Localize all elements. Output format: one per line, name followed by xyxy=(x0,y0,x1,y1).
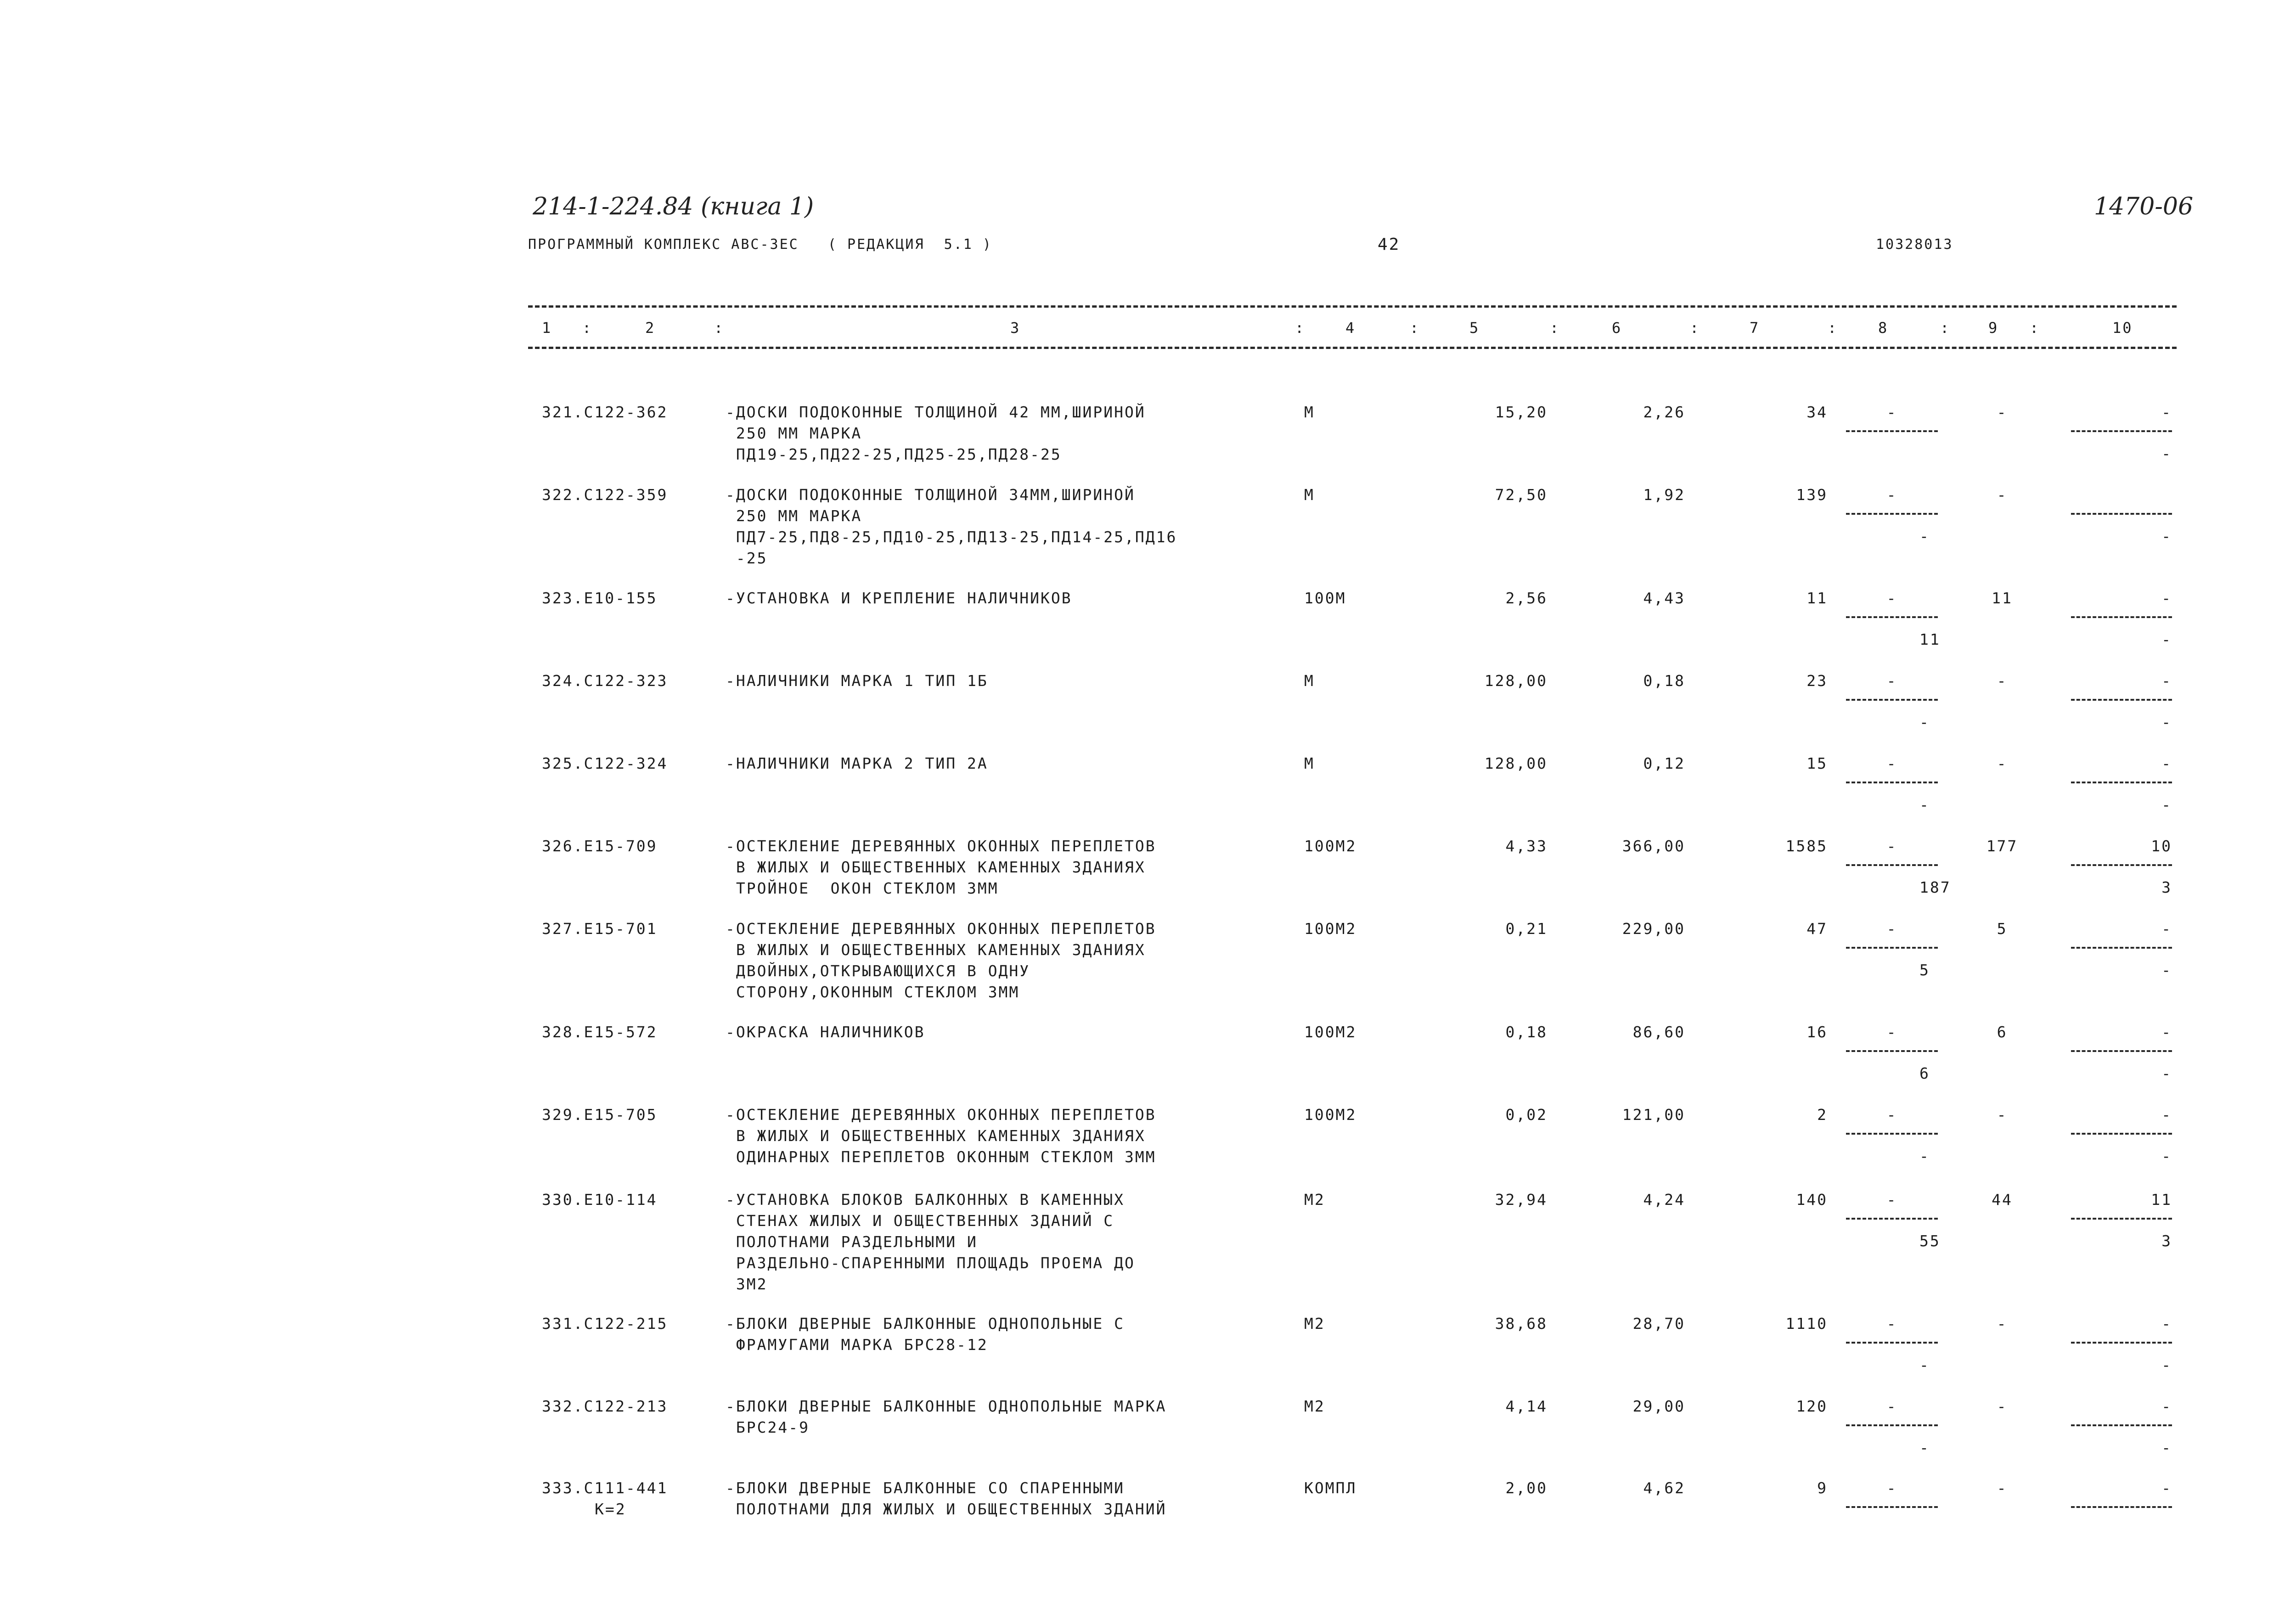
row-col10-bottom: - xyxy=(2161,1147,2172,1165)
fraction-line xyxy=(2071,699,2172,701)
row-unit-price: 4,24 xyxy=(1643,1191,1685,1209)
row-col8-bottom: - xyxy=(1919,1356,1930,1374)
row-description: -НАЛИЧНИКИ МАРКА 2 ТИП 2А xyxy=(726,754,988,772)
column-separator: : xyxy=(1690,319,1700,337)
row-col8-bottom: 5 xyxy=(1919,961,1930,979)
fraction-line xyxy=(1846,1050,1938,1052)
row-col9: 44 xyxy=(1992,1191,2013,1209)
row-code: 324.С122-323 xyxy=(542,672,668,690)
row-col10-bottom: - xyxy=(2161,527,2172,545)
row-col8-top: - xyxy=(1886,920,1897,938)
row-quantity: 2,56 xyxy=(1505,589,1548,607)
column-separator: : xyxy=(714,319,725,337)
row-col9: 11 xyxy=(1992,589,2013,607)
row-col10-top: - xyxy=(2161,1397,2172,1415)
fraction-line xyxy=(1846,1342,1938,1344)
row-quantity: 72,50 xyxy=(1495,486,1548,504)
row-col8-bottom: 11 xyxy=(1919,630,1941,648)
row-col10-top: 10 xyxy=(2151,837,2172,855)
row-unit: М2 xyxy=(1304,1315,1325,1333)
row-col8-bottom: 6 xyxy=(1919,1064,1930,1082)
row-col8-top: - xyxy=(1886,1023,1897,1041)
row-col10-bottom: - xyxy=(2161,961,2172,979)
row-description: -ОКРАСКА НАЛИЧНИКОВ xyxy=(726,1023,925,1041)
column-separator: : xyxy=(1940,319,1951,337)
row-col9: - xyxy=(1997,754,2008,772)
row-col9: - xyxy=(1997,1479,2008,1497)
table-top-rule xyxy=(528,305,2177,308)
fraction-line xyxy=(1846,947,1938,949)
row-total: 15 xyxy=(1806,754,1828,772)
row-unit: М xyxy=(1304,486,1315,504)
fraction-line xyxy=(1846,864,1938,866)
fraction-line xyxy=(1846,616,1938,618)
column-number-1: 1 xyxy=(542,319,552,337)
row-col9: - xyxy=(1997,672,2008,690)
row-code: 329.Е15-705 xyxy=(542,1106,658,1124)
row-total: 47 xyxy=(1806,920,1828,938)
table-header-rule xyxy=(528,347,2177,349)
row-col8-top: - xyxy=(1886,672,1897,690)
row-col8-top: - xyxy=(1886,486,1897,504)
row-col10-top: - xyxy=(2161,589,2172,607)
row-col8-bottom: - xyxy=(1919,1439,1930,1457)
row-col8-top: - xyxy=(1886,837,1897,855)
row-col10-top: - xyxy=(2161,672,2172,690)
row-unit-price: 86,60 xyxy=(1632,1023,1685,1041)
row-total: 2 xyxy=(1817,1106,1828,1124)
row-col10-bottom: - xyxy=(2161,1064,2172,1082)
row-code: 327.Е15-701 xyxy=(542,920,658,938)
row-unit-price: 366,00 xyxy=(1622,837,1685,855)
row-col10-bottom: 3 xyxy=(2161,878,2172,896)
row-col10-bottom: - xyxy=(2161,1356,2172,1374)
row-col10-top: - xyxy=(2161,1479,2172,1497)
column-number-5: 5 xyxy=(1469,319,1480,337)
row-total: 11 xyxy=(1806,589,1828,607)
column-separator: : xyxy=(582,319,593,337)
row-unit-price: 121,00 xyxy=(1622,1106,1685,1124)
row-col10-bottom: - xyxy=(2161,713,2172,731)
row-unit: 100М xyxy=(1304,589,1346,607)
row-code: 331.С122-215 xyxy=(542,1315,668,1333)
fraction-line xyxy=(1846,699,1938,701)
row-col10-top: - xyxy=(2161,920,2172,938)
row-code: 332.С122-213 xyxy=(542,1397,668,1415)
row-unit: 100М2 xyxy=(1304,1106,1357,1124)
fraction-line xyxy=(1846,430,1938,432)
row-col10-bottom: - xyxy=(2161,630,2172,648)
column-separator: : xyxy=(1410,319,1420,337)
fraction-line xyxy=(2071,782,2172,783)
row-col10-bottom: - xyxy=(2161,444,2172,462)
row-description: -ОСТЕКЛЕНИЕ ДЕРЕВЯННЫХ ОКОННЫХ ПЕРЕПЛЕТОВ В ЖИЛЫХ И ОБЩЕСТВЕННЫХ КАМЕННЫХ ЗДАНИЯХ ОДИНАРНЫХ ПЕРЕПЛЕТОВ ОКОННЫМ СТЕКЛОМ 3ММ xyxy=(726,1106,1156,1166)
row-code: 330.Е10-114 xyxy=(542,1191,658,1209)
row-code: 321.С122-362 xyxy=(542,403,668,421)
column-separator: : xyxy=(1295,319,1306,337)
row-col10-top: - xyxy=(2161,1106,2172,1124)
row-unit: М2 xyxy=(1304,1191,1325,1209)
document-number: 1470-06 xyxy=(2094,193,2194,220)
row-code: 333.С111-441 xyxy=(542,1479,668,1497)
row-quantity: 15,20 xyxy=(1495,403,1548,421)
row-col9: 5 xyxy=(1997,920,2008,938)
fraction-line xyxy=(1846,782,1938,783)
row-unit-price: 2,26 xyxy=(1643,403,1685,421)
fraction-line xyxy=(1846,1218,1938,1220)
row-col9: 6 xyxy=(1997,1023,2008,1041)
row-col9: - xyxy=(1997,1106,2008,1124)
row-total: 140 xyxy=(1796,1191,1828,1209)
row-quantity: 0,02 xyxy=(1505,1106,1548,1124)
row-quantity: 4,14 xyxy=(1505,1397,1548,1415)
row-unit-price: 0,12 xyxy=(1643,754,1685,772)
row-quantity: 38,68 xyxy=(1495,1315,1548,1333)
row-description: -БЛОКИ ДВЕРНЫЕ БАЛКОННЫЕ ОДНОПОЛЬНЫЕ С ФРАМУГАМИ МАРКА БРС28-12 xyxy=(726,1315,1125,1354)
fraction-line xyxy=(1846,1424,1938,1426)
row-col8-top: - xyxy=(1886,754,1897,772)
column-separator: : xyxy=(1550,319,1560,337)
page-number: 42 xyxy=(1378,235,1401,254)
row-quantity: 4,33 xyxy=(1505,837,1548,855)
row-col10-top: - xyxy=(2161,403,2172,421)
fraction-line xyxy=(2071,864,2172,866)
row-quantity: 2,00 xyxy=(1505,1479,1548,1497)
row-col8-top: - xyxy=(1886,1479,1897,1497)
row-description: -УСТАНОВКА БЛОКОВ БАЛКОННЫХ В КАМЕННЫХ СТЕНАХ ЖИЛЫХ И ОБЩЕСТВЕННЫХ ЗДАНИЙ С ПОЛОТНАМИ РАЗДЕЛЬНЫМИ И РАЗДЕЛЬНО-СПАРЕННЫМИ ПЛОЩАДЬ ПРОЕМА ДО 3М2 xyxy=(726,1191,1135,1293)
row-description: -ОСТЕКЛЕНИЕ ДЕРЕВЯННЫХ ОКОННЫХ ПЕРЕПЛЕТОВ В ЖИЛЫХ И ОБЩЕСТВЕННЫХ КАМЕННЫХ ЗДАНИЯХ ТРОЙНОЕ ОКОН СТЕКЛОМ 3ММ xyxy=(726,837,1156,897)
row-col9: - xyxy=(1997,1315,2008,1333)
row-col9: - xyxy=(1997,486,2008,504)
row-unit-price: 29,00 xyxy=(1632,1397,1685,1415)
row-unit-price: 4,43 xyxy=(1643,589,1685,607)
row-unit: 100М2 xyxy=(1304,1023,1357,1041)
row-quantity: 0,18 xyxy=(1505,1023,1548,1041)
row-col8-bottom: - xyxy=(1919,796,1930,814)
row-quantity: 128,00 xyxy=(1484,754,1548,772)
row-col8-top: - xyxy=(1886,589,1897,607)
row-col8-top: - xyxy=(1886,1397,1897,1415)
column-number-3: 3 xyxy=(1010,319,1021,337)
row-unit-price: 4,62 xyxy=(1643,1479,1685,1497)
row-unit: М xyxy=(1304,403,1315,421)
row-unit: М2 xyxy=(1304,1397,1325,1415)
row-description: -ДОСКИ ПОДОКОННЫЕ ТОЛЩИНОЙ 42 ММ,ШИРИНОЙ 250 ММ МАРКА ПД19-25,ПД22-25,ПД25-25,ПД28-25 xyxy=(726,403,1146,463)
row-col8-top: - xyxy=(1886,1191,1897,1209)
row-unit: М xyxy=(1304,754,1315,772)
row-description: -ОСТЕКЛЕНИЕ ДЕРЕВЯННЫХ ОКОННЫХ ПЕРЕПЛЕТОВ В ЖИЛЫХ И ОБЩЕСТВЕННЫХ КАМЕННЫХ ЗДАНИЯХ ДВОЙНЫХ,ОТКРЫВАЮЩИХСЯ В ОДНУ СТОРОНУ,ОКОННЫМ СТЕКЛОМ 3ММ xyxy=(726,920,1156,1001)
row-quantity: 128,00 xyxy=(1484,672,1548,690)
row-total: 16 xyxy=(1806,1023,1828,1041)
row-unit-price: 0,18 xyxy=(1643,672,1685,690)
fraction-line xyxy=(2071,513,2172,515)
column-number-4: 4 xyxy=(1345,319,1356,337)
fraction-line xyxy=(2071,947,2172,949)
column-separator: : xyxy=(1828,319,1838,337)
row-description: -БЛОКИ ДВЕРНЫЕ БАЛКОННЫЕ ОДНОПОЛЬНЫЕ МАРКА БРС24-9 xyxy=(726,1397,1167,1436)
fraction-line xyxy=(2071,1342,2172,1344)
row-description: -УСТАНОВКА И КРЕПЛЕНИЕ НАЛИЧНИКОВ xyxy=(726,589,1072,607)
row-total: 1585 xyxy=(1785,837,1828,855)
row-col10-bottom: 3 xyxy=(2161,1232,2172,1250)
row-unit: 100М2 xyxy=(1304,920,1357,938)
row-col9: - xyxy=(1997,403,2008,421)
column-number-2: 2 xyxy=(645,319,656,337)
row-col8-top: - xyxy=(1886,1106,1897,1124)
row-code: 328.Е15-572 xyxy=(542,1023,658,1041)
document-id: 10328013 xyxy=(1876,236,1953,253)
row-code: 323.Е10-155 xyxy=(542,589,658,607)
fraction-line xyxy=(1846,1133,1938,1135)
row-unit-price: 1,92 xyxy=(1643,486,1685,504)
row-code: 325.С122-324 xyxy=(542,754,668,772)
fraction-line xyxy=(2071,1133,2172,1135)
column-number-7: 7 xyxy=(1750,319,1760,337)
row-unit: 100М2 xyxy=(1304,837,1357,855)
row-col8-bottom: 187 xyxy=(1919,878,1951,896)
row-col10-top: 11 xyxy=(2151,1191,2172,1209)
fraction-line xyxy=(1846,1506,1938,1508)
row-total: 139 xyxy=(1796,486,1828,504)
row-col8-top: - xyxy=(1886,1315,1897,1333)
row-code: 322.С122-359 xyxy=(542,486,668,504)
row-col8-bottom: - xyxy=(1919,527,1930,545)
row-total: 23 xyxy=(1806,672,1828,690)
row-col8-top: - xyxy=(1886,403,1897,421)
row-total: 1110 xyxy=(1785,1315,1828,1333)
document-code: 214-1-224.84 (книга 1) xyxy=(533,193,814,220)
column-number-6: 6 xyxy=(1612,319,1622,337)
program-title: ПРОГРАММНЫЙ КОМПЛЕКС АВС-ЗЕС ( РЕДАКЦИЯ 5.1 ) xyxy=(528,236,992,253)
row-code-coefficient: К=2 xyxy=(595,1500,626,1518)
row-code: 326.Е15-709 xyxy=(542,837,658,855)
row-description: -НАЛИЧНИКИ МАРКА 1 ТИП 1Б xyxy=(726,672,988,690)
row-col10-top: - xyxy=(2161,1023,2172,1041)
row-col9: 177 xyxy=(1986,837,2018,855)
fraction-line xyxy=(2071,1424,2172,1426)
fraction-line xyxy=(2071,1218,2172,1220)
row-quantity: 32,94 xyxy=(1495,1191,1548,1209)
row-total: 9 xyxy=(1817,1479,1828,1497)
row-col10-top: - xyxy=(2161,754,2172,772)
row-unit: М xyxy=(1304,672,1315,690)
fraction-line xyxy=(2071,430,2172,432)
fraction-line xyxy=(2071,1050,2172,1052)
row-col10-top: - xyxy=(2161,1315,2172,1333)
row-total: 120 xyxy=(1796,1397,1828,1415)
row-description: -ДОСКИ ПОДОКОННЫЕ ТОЛЩИНОЙ 34ММ,ШИРИНОЙ 250 ММ МАРКА ПД7-25,ПД8-25,ПД10-25,ПД13-25,ПД14-25,ПД16 -25 xyxy=(726,486,1177,567)
row-quantity: 0,21 xyxy=(1505,920,1548,938)
fraction-line xyxy=(2071,1506,2172,1508)
fraction-line xyxy=(2071,616,2172,618)
row-unit: КОМПЛ xyxy=(1304,1479,1357,1497)
column-separator: : xyxy=(2030,319,2040,337)
column-number-9: 9 xyxy=(1988,319,1999,337)
row-col10-bottom: - xyxy=(2161,1439,2172,1457)
row-col8-bottom: 55 xyxy=(1919,1232,1941,1250)
column-number-8: 8 xyxy=(1878,319,1889,337)
row-unit-price: 229,00 xyxy=(1622,920,1685,938)
row-description: -БЛОКИ ДВЕРНЫЕ БАЛКОННЫЕ СО СПАРЕННЫМИ ПОЛОТНАМИ ДЛЯ ЖИЛЫХ И ОБЩЕСТВЕННЫХ ЗДАНИЙ xyxy=(726,1479,1167,1518)
row-col9: - xyxy=(1997,1397,2008,1415)
row-unit-price: 28,70 xyxy=(1632,1315,1685,1333)
row-col8-bottom: - xyxy=(1919,713,1930,731)
column-number-10: 10 xyxy=(2112,319,2133,337)
fraction-line xyxy=(1846,513,1938,515)
row-total: 34 xyxy=(1806,403,1828,421)
row-col8-bottom: - xyxy=(1919,1147,1930,1165)
row-col10-bottom: - xyxy=(2161,796,2172,814)
